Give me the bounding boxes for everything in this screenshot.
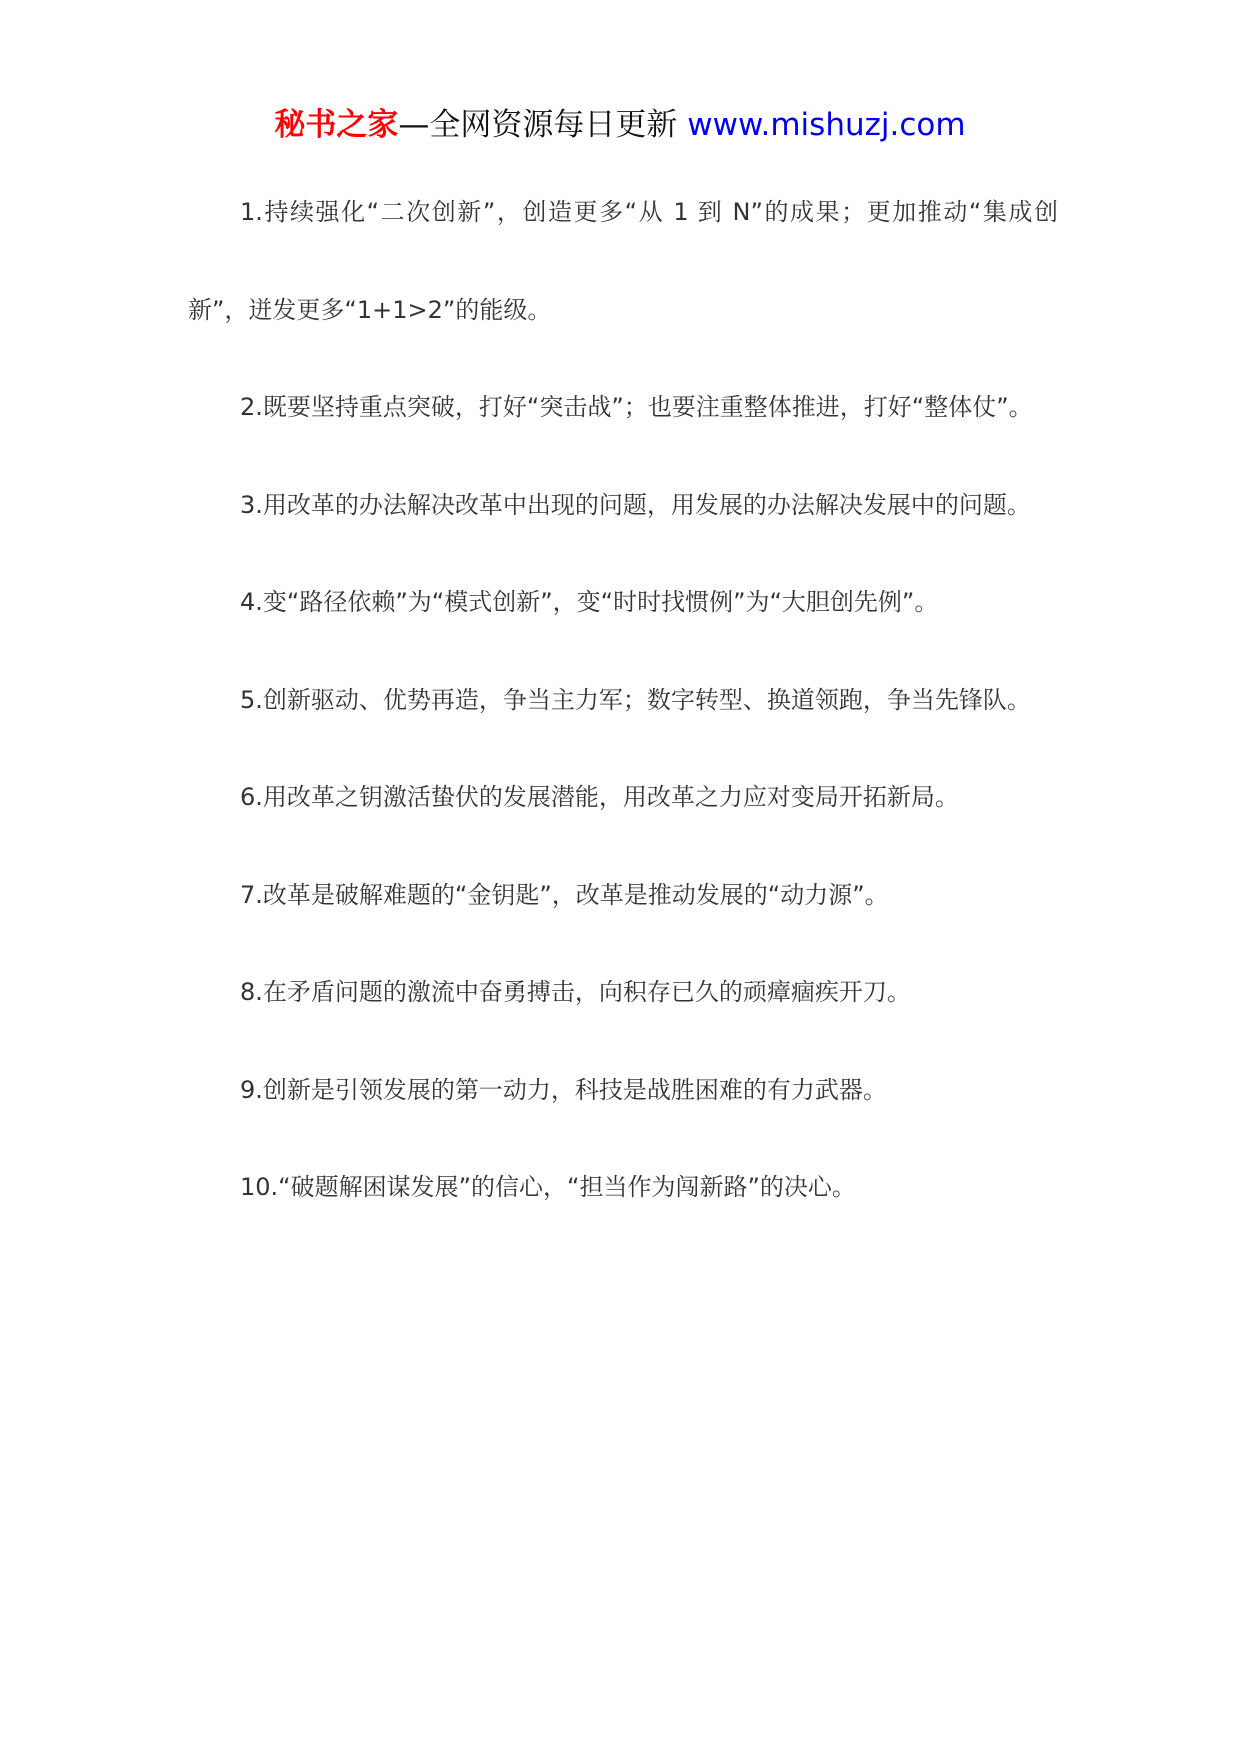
paragraph-7: 7.改革是破解难题的“金钥匙”，改革是推动发展的“动力源”。 xyxy=(240,880,889,909)
paragraph-1: 1.持续强化“二次创新”，创造更多“从 1 到 N”的成果；更加推动“集成创新”，迸发更多“1+1>2”的能级。 xyxy=(188,198,1058,324)
paragraph-10: 10.“破题解困谋发展”的信心，“担当作为闯新路”的决心。 xyxy=(240,1173,856,1201)
paragraph-8: 8.在矛盾问题的激流中奋勇搏击，向积存已久的顽瘴痼疾开刀。 xyxy=(240,978,911,1006)
document-body xyxy=(188,164,1058,1237)
paragraph-6: 6.用改革之钥激活蛰伏的发展潜能，用改革之力应对变局开拓新局。 xyxy=(240,783,959,811)
brand-name: 秘书之家 xyxy=(274,107,399,143)
site-url-link[interactable]: www.mishuzj.com xyxy=(687,107,966,143)
paragraph-9: 9.创新是引领发展的第一动力，科技是战胜困难的有力武器。 xyxy=(240,1075,887,1104)
header-tagline: —全网资源每日更新 xyxy=(398,107,688,143)
paragraph-5: 5.创新驱动、优势再造，争当主力军；数字转型、换道领跑，争当先锋队。 xyxy=(240,685,1031,714)
page-header xyxy=(0,100,1240,150)
paragraph-4: 4.变“路径依赖”为“模式创新”，变“时时找惯例”为“大胆创先例”。 xyxy=(240,588,939,616)
paragraph-3: 3.用改革的办法解决改革中出现的问题，用发展的办法解决发展中的问题。 xyxy=(240,490,1031,519)
paragraph-2: 2.既要坚持重点突破，打好“突击战”；也要注重整体推进，打好“整体仗”。 xyxy=(240,393,1033,421)
